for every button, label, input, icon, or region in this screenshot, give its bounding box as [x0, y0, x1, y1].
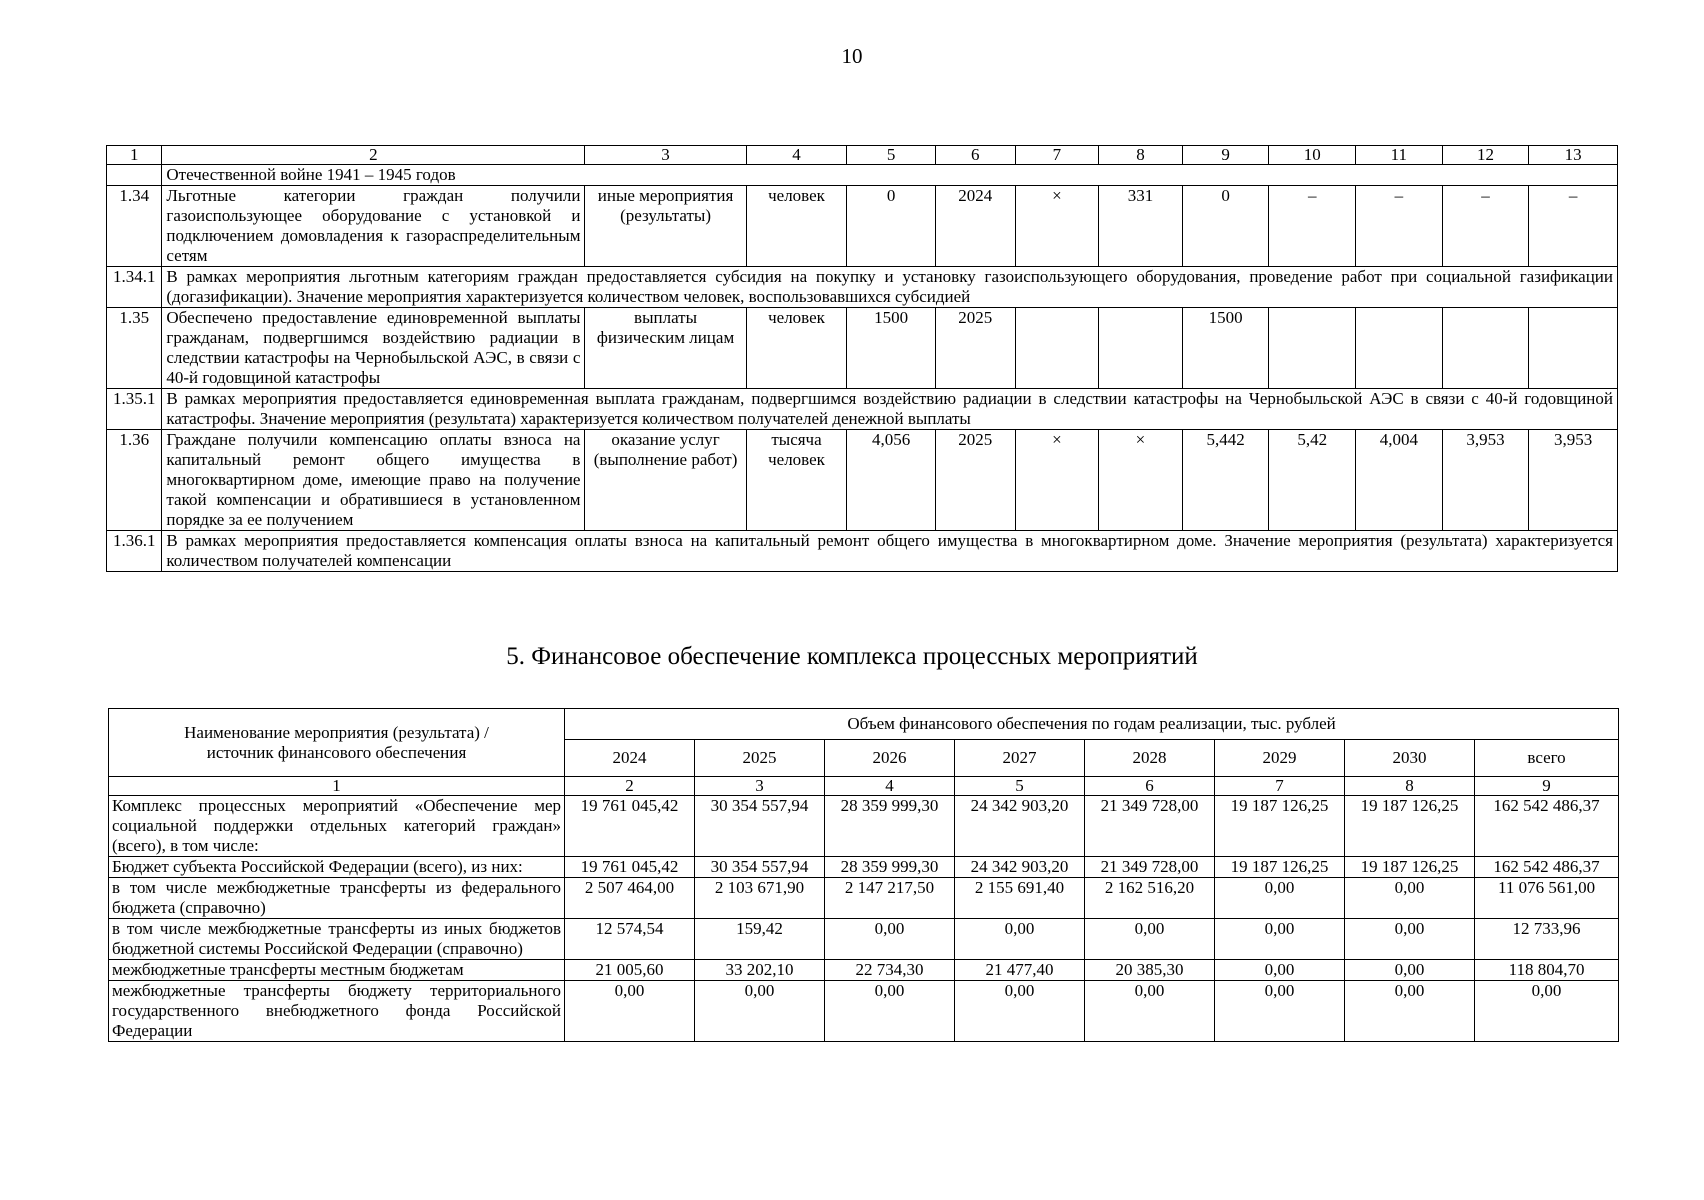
- source-name: Комплекс процессных мероприятий «Обеспечение мер социальной поддержки отдельных категорий граждан» (всего), в том числе:: [109, 796, 565, 857]
- value-cell: 5,42: [1269, 430, 1356, 531]
- value-cell: 3,953: [1442, 430, 1529, 531]
- column-index: 6: [936, 146, 1016, 165]
- table-row: [109, 796, 1619, 857]
- amount-cell: 0,00: [1345, 878, 1475, 919]
- column-index: 5: [847, 146, 936, 165]
- amount-cell: 30 354 557,94: [695, 857, 825, 878]
- source-name: Бюджет субъекта Российской Федерации (всего), из них:: [109, 857, 565, 878]
- column-index: 13: [1529, 146, 1618, 165]
- amount-cell: 0,00: [955, 981, 1085, 1042]
- note-row: [107, 389, 1618, 430]
- amount-cell: 0,00: [1215, 919, 1345, 960]
- value-cell: –: [1442, 186, 1529, 267]
- value-cell: [1099, 308, 1183, 389]
- amount-cell: 30 354 557,94: [695, 796, 825, 857]
- table-row: [109, 960, 1619, 981]
- name-column-header: Наименование мероприятия (результата) / источник финансового обеспечения: [109, 709, 565, 777]
- table-row: [107, 308, 1618, 389]
- amount-cell: 159,42: [695, 919, 825, 960]
- row-id: 1.35: [107, 308, 162, 389]
- amount-cell: 19 187 126,25: [1215, 857, 1345, 878]
- source-name: в том числе межбюджетные трансферты из федерального бюджета (справочно): [109, 878, 565, 919]
- base-year: 2025: [936, 430, 1016, 531]
- value-cell: ×: [1099, 430, 1183, 531]
- amount-cell: 21 477,40: [955, 960, 1085, 981]
- base-value: 0: [847, 186, 936, 267]
- amount-cell: 19 187 126,25: [1215, 796, 1345, 857]
- amount-cell: 0,00: [825, 981, 955, 1042]
- column-index: 7: [1215, 777, 1345, 796]
- amount-cell: 12 574,54: [565, 919, 695, 960]
- value-cell: [1442, 308, 1529, 389]
- note-row: [107, 267, 1618, 308]
- table-row: [109, 919, 1619, 960]
- column-index: 8: [1099, 146, 1183, 165]
- amount-cell: 21 349 728,00: [1085, 796, 1215, 857]
- amount-cell: 19 187 126,25: [1345, 796, 1475, 857]
- base-year: 2025: [936, 308, 1016, 389]
- note-text: В рамках мероприятия предоставляется единовременная выплата гражданам, подвергшимся воздействию радиации в следствии катастрофы на Чернобыльской АЭС в связи с 40-й годовщиной катастрофы. Значение мероприятия (результата) характеризуется количеством получателей денежной выплаты: [162, 389, 1618, 430]
- amount-cell: 22 734,30: [825, 960, 955, 981]
- year-header: 2027: [955, 740, 1085, 777]
- row-id: 1.34: [107, 186, 162, 267]
- column-index: 1: [109, 777, 565, 796]
- amount-cell: 0,00: [565, 981, 695, 1042]
- value-cell: [1529, 308, 1618, 389]
- value-cell: 331: [1099, 186, 1183, 267]
- column-index: 8: [1345, 777, 1475, 796]
- value-cell: 1500: [1182, 308, 1269, 389]
- base-value: 4,056: [847, 430, 936, 531]
- year-header: 2028: [1085, 740, 1215, 777]
- column-index: 10: [1269, 146, 1356, 165]
- year-header: 2025: [695, 740, 825, 777]
- measure-name: Льготные категории граждан получили газоиспользующее оборудование с установкой и подключением домовладения к газораспределительным сетям: [162, 186, 585, 267]
- note-text: В рамках мероприятия предоставляется компенсация оплаты взноса на капитальный ремонт общего имущества в многоквартирном доме. Значение мероприятия (результата) характеризуется количеством получателей компенсации: [162, 531, 1618, 572]
- column-index: 6: [1085, 777, 1215, 796]
- measure-unit: человек: [746, 186, 847, 267]
- source-name: межбюджетные трансферты местным бюджетам: [109, 960, 565, 981]
- base-value: 1500: [847, 308, 936, 389]
- measure-name: Граждане получили компенсацию оплаты взноса на капитальный ремонт общего имущества в многоквартирном доме, имеющие право на получение такой компенсации и обратившиеся в установленном порядке за ее получением: [162, 430, 585, 531]
- amount-cell: 33 202,10: [695, 960, 825, 981]
- column-index-row: [109, 777, 1619, 796]
- note-id: 1.35.1: [107, 389, 162, 430]
- row-id: 1.36: [107, 430, 162, 531]
- column-index: 3: [585, 146, 746, 165]
- continuation-text: Отечественной войне 1941 – 1945 годов: [162, 165, 1618, 186]
- amount-cell: 0,00: [1345, 981, 1475, 1042]
- amount-cell: 0,00: [825, 919, 955, 960]
- value-cell: –: [1529, 186, 1618, 267]
- amount-cell: 0,00: [1345, 960, 1475, 981]
- header-row: [109, 709, 1619, 740]
- source-name: межбюджетные трансферты бюджету территориального государственного внебюджетного фонда Российской Федерации: [109, 981, 565, 1042]
- amount-cell: 24 342 903,20: [955, 857, 1085, 878]
- column-index: 4: [825, 777, 955, 796]
- measure-type: выплаты физическим лицам: [585, 308, 746, 389]
- amount-cell: 19 761 045,42: [565, 796, 695, 857]
- table-row: [109, 878, 1619, 919]
- total-header: всего: [1475, 740, 1619, 777]
- total-cell: 162 542 486,37: [1475, 857, 1619, 878]
- column-index: 2: [162, 146, 585, 165]
- table-row: [107, 186, 1618, 267]
- amount-cell: 19 761 045,42: [565, 857, 695, 878]
- note-row: [107, 531, 1618, 572]
- note-id: 1.34.1: [107, 267, 162, 308]
- note-id: 1.36.1: [107, 531, 162, 572]
- amount-cell: 21 005,60: [565, 960, 695, 981]
- column-index: 5: [955, 777, 1085, 796]
- column-index: 11: [1356, 146, 1443, 165]
- amount-cell: 2 507 464,00: [565, 878, 695, 919]
- year-header: 2029: [1215, 740, 1345, 777]
- amount-cell: 0,00: [1215, 981, 1345, 1042]
- amount-cell: 28 359 999,30: [825, 796, 955, 857]
- column-index: 1: [107, 146, 162, 165]
- column-index: 12: [1442, 146, 1529, 165]
- total-cell: 11 076 561,00: [1475, 878, 1619, 919]
- amount-cell: 24 342 903,20: [955, 796, 1085, 857]
- column-index: 4: [746, 146, 847, 165]
- value-cell: 4,004: [1356, 430, 1443, 531]
- year-header: 2026: [825, 740, 955, 777]
- value-cell: 0: [1182, 186, 1269, 267]
- total-cell: 12 733,96: [1475, 919, 1619, 960]
- measure-unit: тысяча человек: [746, 430, 847, 531]
- amount-cell: 2 147 217,50: [825, 878, 955, 919]
- column-index: 9: [1475, 777, 1619, 796]
- total-cell: 0,00: [1475, 981, 1619, 1042]
- amount-cell: 20 385,30: [1085, 960, 1215, 981]
- section-title: 5. Финансовое обеспечение комплекса процессных мероприятий: [506, 643, 1198, 670]
- amount-cell: 0,00: [1085, 919, 1215, 960]
- measure-name: Обеспечено предоставление единовременной выплаты гражданам, подвергшимся воздействию радиации в следствии катастрофы на Чернобыльской АЭС, в связи с 40-й годовщиной катастрофы: [162, 308, 585, 389]
- amount-cell: 0,00: [695, 981, 825, 1042]
- table-row: [109, 857, 1619, 878]
- value-cell: –: [1356, 186, 1443, 267]
- amount-cell: 0,00: [1085, 981, 1215, 1042]
- amount-cell: 19 187 126,25: [1345, 857, 1475, 878]
- amount-cell: 0,00: [1215, 878, 1345, 919]
- continuation-row: [107, 165, 1618, 186]
- year-header: 2024: [565, 740, 695, 777]
- amount-cell: 2 155 691,40: [955, 878, 1085, 919]
- amount-cell: 21 349 728,00: [1085, 857, 1215, 878]
- amount-cell: 2 162 516,20: [1085, 878, 1215, 919]
- measures-table: [106, 145, 1618, 572]
- value-cell: [1269, 308, 1356, 389]
- column-index: 9: [1182, 146, 1269, 165]
- value-cell: [1356, 308, 1443, 389]
- amount-cell: 0,00: [1215, 960, 1345, 981]
- measure-unit: человек: [746, 308, 847, 389]
- base-year: 2024: [936, 186, 1016, 267]
- amount-cell: 0,00: [1345, 919, 1475, 960]
- source-name: в том числе межбюджетные трансферты из иных бюджетов бюджетной системы Российской Федерации (справочно): [109, 919, 565, 960]
- value-cell: ×: [1015, 430, 1099, 531]
- value-cell: ×: [1015, 186, 1099, 267]
- column-index: 2: [565, 777, 695, 796]
- value-cell: [1015, 308, 1099, 389]
- amount-cell: 28 359 999,30: [825, 857, 955, 878]
- page-number: 10: [841, 44, 863, 68]
- measure-type: иные мероприятия (результаты): [585, 186, 746, 267]
- financing-group-header: Объем финансового обеспечения по годам реализации, тыс. рублей: [565, 709, 1619, 740]
- measure-type: оказание услуг (выполнение работ): [585, 430, 746, 531]
- note-text: В рамках мероприятия льготным категориям граждан предоставляется субсидия на покупку и установку газоиспользующего оборудования, проведение работ при социальной газификации (догазификации). Значение мероприятия характеризуется количеством человек, воспользовавшихся субсидией: [162, 267, 1618, 308]
- column-index: 7: [1015, 146, 1099, 165]
- column-index-row: [107, 146, 1618, 165]
- total-cell: 118 804,70: [1475, 960, 1619, 981]
- value-cell: 3,953: [1529, 430, 1618, 531]
- value-cell: 5,442: [1182, 430, 1269, 531]
- value-cell: –: [1269, 186, 1356, 267]
- year-header: 2030: [1345, 740, 1475, 777]
- table-row: [107, 430, 1618, 531]
- amount-cell: 0,00: [955, 919, 1085, 960]
- financing-table: [108, 708, 1619, 1042]
- amount-cell: 2 103 671,90: [695, 878, 825, 919]
- total-cell: 162 542 486,37: [1475, 796, 1619, 857]
- table-row: [109, 981, 1619, 1042]
- column-index: 3: [695, 777, 825, 796]
